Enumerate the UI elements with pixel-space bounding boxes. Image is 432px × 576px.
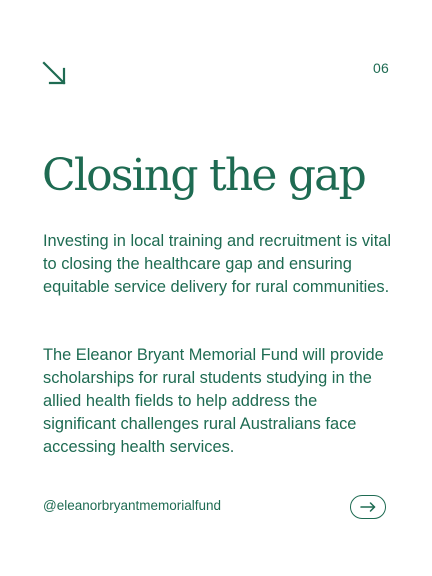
- page-number: 06: [373, 60, 389, 76]
- slide-title: Closing the gap: [42, 150, 365, 201]
- social-handle: @eleanorbryantmemorialfund: [43, 498, 222, 513]
- body-paragraph-2: The Eleanor Bryant Memorial Fund will provide scholarships for rural students studying in the allied health fields to help address the significant challenges rural Australians face accessing health services.: [43, 346, 384, 456]
- arrow-down-right-icon: [41, 60, 67, 86]
- arrow-right-icon: [360, 502, 376, 512]
- body-paragraph-1: Investing in local training and recruitment is vital to closing the healthcare gap and ensuring equitable service delivery for rural communities.: [43, 232, 392, 296]
- next-slide-button[interactable]: [350, 495, 386, 519]
